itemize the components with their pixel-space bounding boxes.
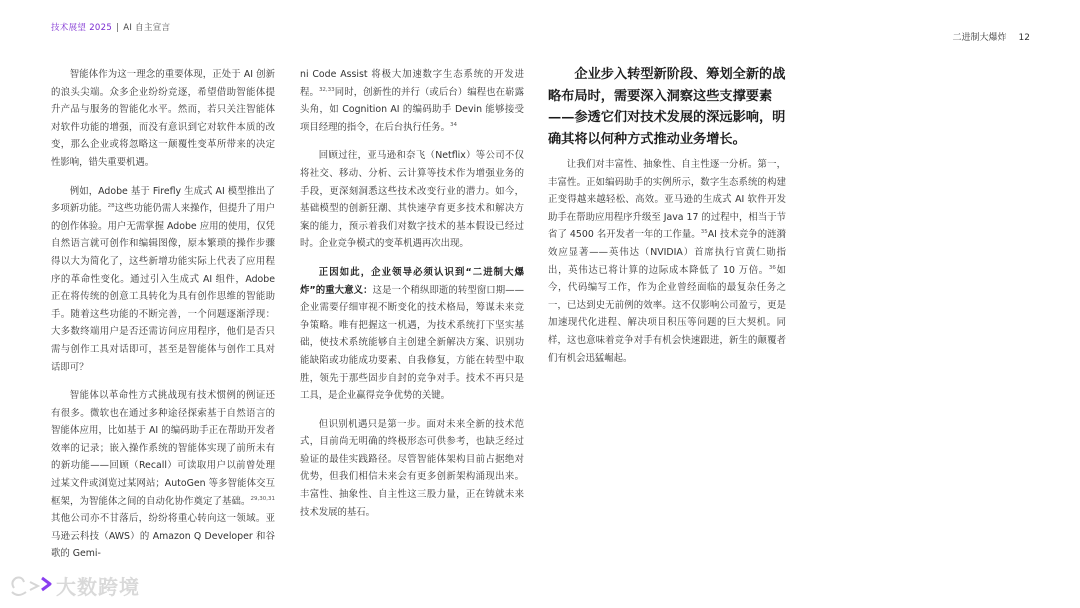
paragraph: 回顾过往，亚马逊和奈飞（Netflix）等公司不仅将社交、移动、分析、云计算等技术作为增强业务的手段，更深刻洞悉这些技术改变行业的潜力。如今，基础模型的创新狂潮、其快速孕育更多技术和解决方案的能力，预示着我们对数字技术的基本假设已经过时。企业竞争模式的变革机遇再次出现。 xyxy=(300,150,524,250)
paragraph xyxy=(548,156,786,367)
text-span: 例如，Adobe 基于 Firefly 生成式 AI 模型推出了多项新功能。 xyxy=(51,185,275,215)
emphasis-text: 正因如此，企业领导必须认识到“二进制大爆炸”的重大意义： xyxy=(300,266,524,296)
watermark-logo xyxy=(8,571,140,600)
footnote-ref[interactable]: 29,30,31 xyxy=(250,495,275,502)
text-span: 其他公司亦不甘落后，纷纷将重心转向这一领域。亚马逊云科技（AWS）的 Amazon Q Developer 和谷歌的 Gemi- xyxy=(51,513,275,560)
footnote-ref[interactable]: 36 xyxy=(768,264,776,271)
text-span: AI 技术竞争的涟漪效应显著——英伟达（NVIDIA）首席执行官黄仁勋指出，英伟达已将计算的边际成本降低了 10 万倍。 xyxy=(548,229,786,276)
paragraph xyxy=(51,183,275,377)
footnote-ref[interactable]: 34 xyxy=(450,121,458,128)
header-separator: | xyxy=(116,23,120,33)
paragraph: 但识别机遇只是第一步。面对未来全新的技术范式，目前尚无明确的终极形态可供参考，也缺乏经过验证的最佳实践路径。尽管智能体架构目前占据绝对优势，但我们相信未来会有更多创新架构涌现出来。丰富性、抽象性、自主性这三股力量，正在铸就未来技术发展的基石。 xyxy=(300,418,524,518)
text-span: 同时，创新性的并行（或后台）编程也在崭露头角，如 Cognition AI 的编码助手 Devin 能够接受项目经理的指令，在后台执行任务。 xyxy=(300,86,524,133)
report-section: AI 自主宣言 xyxy=(123,23,171,33)
logo-icon xyxy=(8,572,52,600)
paragraph xyxy=(51,387,275,563)
pull-quote: 企业步入转型新阶段、筹划全新的战略布局时，需要深入洞察这些支撑要素——参透它们对技术发展的深远影响，明确其将以何种方式推动业务增长。 xyxy=(548,67,786,147)
footnote-ref[interactable]: 32,33 xyxy=(318,86,335,93)
text-span: 让我们对丰富性、抽象性、自主性逐一分析。第一，丰富性。正如编码助手的实例所示，数字生态系统的构建正变得越来越轻松、高效。亚马逊的生成式 AI 软件开发助手在帮助应用程序升级至 Java 17 的过程中，相当于节省了 4500 名开发者一年的工作量。 xyxy=(548,159,786,241)
footnote-ref[interactable]: 35 xyxy=(700,229,708,236)
page-number: 12 xyxy=(1018,33,1030,43)
footnote-ref[interactable]: 28 xyxy=(107,203,115,210)
text-span: 如今，代码编写工作，作为企业曾经面临的最复杂任务之一，已达到史无前例的效率。这不仅影响公司盈亏，更是加速现代化进程、解决项目积压等问题的巨大契机。同样，这也意味着竞争对手有机会快速跟进，新生的颠覆者们有机会迅猛崛起。 xyxy=(548,264,786,364)
logo-text: 大数跨境 xyxy=(56,575,140,599)
report-title: 技术展望 2025 xyxy=(51,23,113,33)
paragraph xyxy=(300,264,524,405)
text-span: ni Code Assist 将极大加速数字生态系统的开发进程。 xyxy=(300,69,524,98)
chapter-header xyxy=(953,30,1030,43)
column-right xyxy=(548,156,786,378)
paragraph: 智能体作为这一理念的重要体现，正处于 AI 创新的浪头尖端。众多企业纷纷竞逐，希望借助智能体提升产品与服务的智能化水平。然而，若只关注智能体对软件功能的增强，而没有意识到它对软件本质的改变，那么企业或将忽略这一颠覆性变革所带来的决定性影响，错失重要机遇。 xyxy=(51,69,275,168)
column-middle xyxy=(300,66,524,532)
chapter-title: 二进制大爆炸 xyxy=(952,33,1007,43)
text-span: 智能体以革命性方式挑战现有技术惯例的例证还有很多。微软也在通过多种途径探索基于自然语言的智能体应用，比如基于 AI 的编码助手正在帮助开发者效率的记录；嵌入操作系统的智能体实现了前所未有的新功能——回顾（Recall）可读取用户以前曾处理过某文件或浏览过某网站；AutoGen 等多智能体交互框架，为智能体之间的自动化协作奠定了基础。 xyxy=(51,390,275,507)
paragraph xyxy=(300,66,524,136)
column-left xyxy=(51,66,275,574)
text-span: 这是一个稍纵即逝的转型窗口期——企业需要仔细审视不断变化的技术格局，筹谋未来竞争策略。唯有把握这一机遇，为技术系统打下坚实基础，使技术系统能够自主创建全新解决方案、识别功能缺陷或功能成功要素、自我修复，方能在转型中取胜，领先于那些固步自封的竞争对手。技术不再只是工具，是企业赢得竞争优势的关键。 xyxy=(300,284,524,402)
text-span: 这些功能仍需人来操作，但提升了用户的创作体验。用户无需掌握 Adobe 应用的使用，仅凭自然语言就可创作和编辑图像，原本繁琐的操作步骤得以大为简化了，这些新增功能实际上代表了应用程序的革命性变化。通过引入生成式 AI 组件，Adobe 正在将传统的创意工具转化为具有创作思维的智能助手。随着这些功能的不断完善，一个问题逐渐浮现：大多数终端用户是否还需访问应用程序，他们是否只需与创作工具对话即可，甚至是智能体与创作工具对话即可？ xyxy=(51,203,275,373)
report-header xyxy=(51,21,170,33)
